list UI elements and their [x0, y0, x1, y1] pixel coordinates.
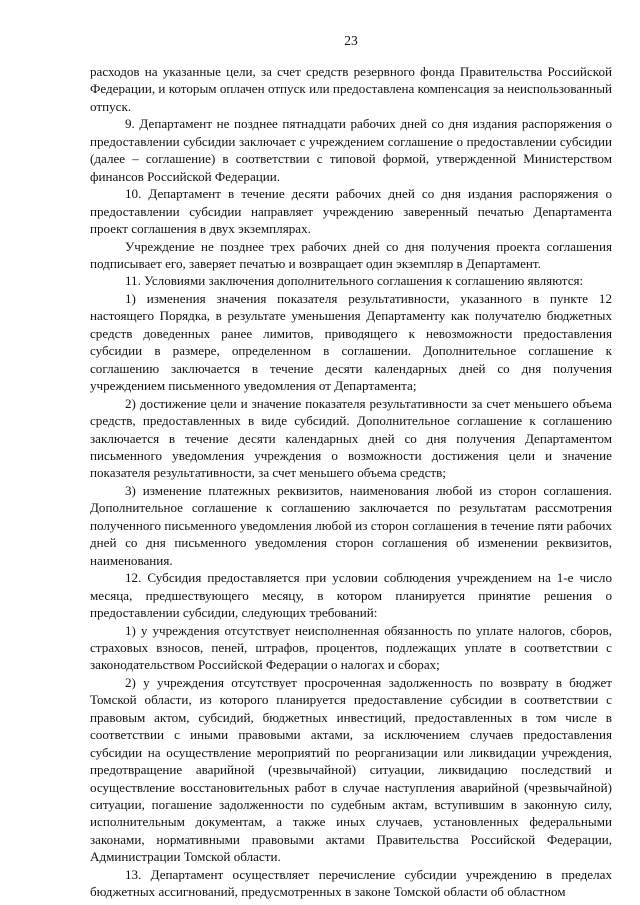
paragraph-clause-11-item-1: 1) изменения значения показателя результативности, указанного в пункте 12 настоящего Порядка, в результате уменьшения Департаменту как получателю бюджетных средств доведенных ранее лимитов, приводящего к невозможности предоставления субсидии в размере, определенном в соглашении. Дополнительное соглашение к соглашению заключается в течение десяти календарных дней со дня получения учреждением письменного уведомления от Департамента; [90, 290, 612, 394]
document-body [90, 63, 612, 901]
page-number: 23 [344, 33, 358, 48]
paragraph-clause-12-item-1: 1) у учреждения отсутствует неисполненная обязанность по уплате налогов, сборов, страховых взносов, пеней, штрафов, процентов, подлежащих уплате в соответствии с законодательством Российской Федерации о налогах и сборах; [90, 622, 612, 673]
paragraph-clause-13: 13. Департамент осуществляет перечисление субсидии учреждению в пределах бюджетных ассигнований, предусмотренных в законе Томской области об областном [90, 866, 612, 900]
document-page [90, 0, 612, 901]
paragraph-clause-11-item-2: 2) достижение цели и значение показателя результативности за счет меньшего объема средств, предоставленных в виде субсидий. Дополнительное соглашение к соглашению заключается в течение десяти календарных дней со дня получения Департаментом письменного уведомления учреждения о возможности достижения цели и значение показателя результативности, за счет меньшего объема средств; [90, 395, 612, 481]
paragraph-clause-12: 12. Субсидия предоставляется при условии соблюдения учреждением на 1-е число месяца, предшествующего месяцу, в котором планируется принятие решения о предоставлении субсидии, следующих требований: [90, 570, 612, 621]
paragraph-clause-11-item-3: 3) изменение платежных реквизитов, наименования любой из сторон соглашения. Дополнительное соглашение к соглашению заключается по результатам рассмотрения полученного письменного уведомления любой из сторон соглашения в течение пяти рабочих дней со дня письменного уведомления сторон соглашения об изменении реквизитов, наименования. [90, 482, 612, 568]
paragraph-continuation: расходов на указанные цели, за счет средств резервного фонда Правительства Российской Федерации, и которым оплачен отпуск или предоставлена компенсация за неиспользованный отпуск. [90, 64, 612, 114]
paragraph-clause-10-signing: Учреждение не позднее трех рабочих дней со дня получения проекта соглашения подписывает его, заверяет печатью и возвращает один экземпляр в Департамент. [90, 238, 612, 271]
paragraph-clause-10: 10. Департамент в течение десяти рабочих дней со дня издания распоряжения о предоставлении субсидии направляет учреждению заверенный печатью Департамента проект соглашения в двух экземплярах. [90, 186, 612, 237]
paragraph-clause-11: 11. Условиями заключения дополнительного соглашения к соглашению являются: [125, 273, 584, 289]
paragraph-clause-12-item-2: 2) у учреждения отсутствует просроченная задолженность по возврату в бюджет Томской области, из которого планируется предоставление субсидии в соответствии с правовым актом, субсидий, бюджетных инвестиций, предоставленных в том числе в соответствии с иными правовыми актами, за исключением случаев предоставления субсидии на осуществление мероприятий по реорганизации или ликвидации учреждения, предотвращение аварийной (чрезвычайной) ситуации, ликвидацию последствий и осуществление восстановительных работ в случае наступления аварийной (чрезвычайной) ситуации, погашение задолженности по судебным актам, вступившим в законную силу, исполнительным документам, а также иных случаев, установленных федеральными законами, нормативными правовыми актами Правительства Российской Федерации, Администрации Томской области. [90, 674, 612, 865]
paragraph-clause-9: 9. Департамент не позднее пятнадцати рабочих дней со дня издания распоряжения о предоставлении субсидии заключает с учреждением соглашение о предоставлении субсидии (далее – соглашение) в соответствии с типовой формой, утвержденной Министерством финансов Российской Федерации. [90, 116, 612, 184]
